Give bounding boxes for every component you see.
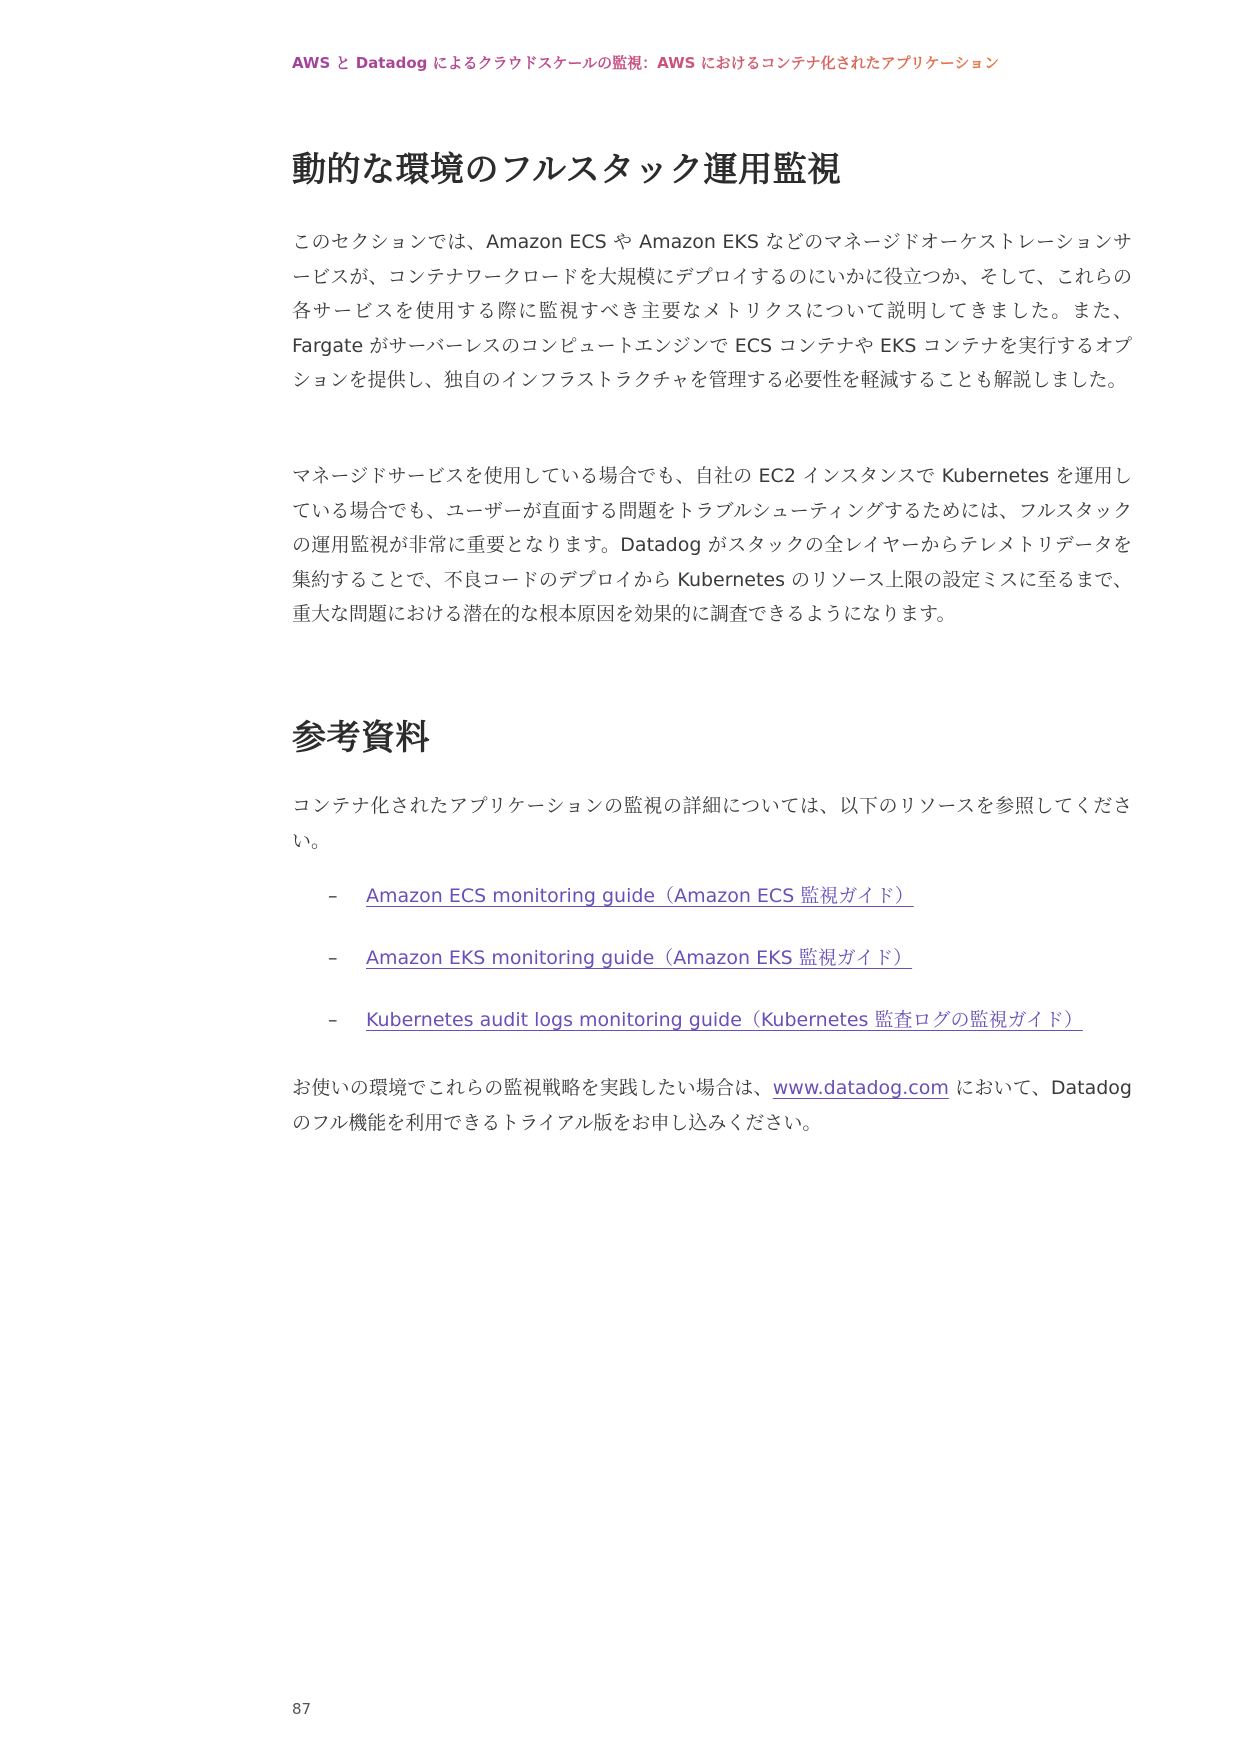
page-number: 87 (292, 1700, 312, 1718)
closing-text-after: において、Datadog のフル機能を利用できるトライアル版をお申し込みください。 (292, 1077, 1132, 1134)
list-dash: – (328, 885, 338, 907)
link-kubernetes-audit-logs-guide[interactable]: Kubernetes audit logs monitoring guide（Kubernetes 監査ログの監視ガイド） (366, 1009, 1083, 1031)
section-heading-full-stack-monitoring: 動的な環境のフルスタック運用監視 (292, 150, 842, 190)
link-datadog-website[interactable]: www.datadog.com (772, 1077, 949, 1099)
references-intro: コンテナ化されたアプリケーションの監視の詳細については、以下のリソースを参照してください。 (292, 795, 1132, 852)
link-eks-monitoring-guide[interactable]: Amazon EKS monitoring guide（Amazon EKS 監視ガイド） (366, 947, 913, 969)
closing-text-before: お使いの環境でこれらの監視戦略を実践したい場合は、 (292, 1077, 773, 1099)
list-dash: – (328, 947, 338, 969)
list-item (328, 1003, 1138, 1065)
link-ecs-monitoring-guide[interactable]: Amazon ECS monitoring guide（Amazon ECS 監視ガイド） (366, 885, 914, 907)
list-item (328, 941, 1138, 1003)
section1-paragraph-1: このセクションでは、Amazon ECS や Amazon EKS などのマネージドオーケストレーションサービスが、コンテナワークロードを大規模にデプロイするのにいかに役立つか、そして、これらの各サービスを使用する際に監視すべき主要なメトリクスについて説明してきました。また、Fargate がサーバーレスのコンピュートエンジンで ECS コンテナや EKS コンテナを実行するオプションを提供し、独自のインフラストラクチャを管理する必要性を軽減することも解説しました。 (292, 231, 1132, 391)
closing-paragraph (292, 1071, 1132, 1140)
section-heading-references: 参考資料 (292, 718, 430, 758)
list-item (328, 879, 1138, 941)
list-dash: – (328, 1009, 338, 1031)
section1-paragraph-2: マネージドサービスを使用している場合でも、自社の EC2 インスタンスで Kubernetes を運用している場合でも、ユーザーが直面する問題をトラブルシューティングするためには、フルスタックの運用監視が非常に重要となります。Datadog がスタックの全レイヤーからテレメトリデータを集約することで、不良コードのデプロイから Kubernetes のリソース上限の設定ミスに至るまで、重大な問題における潜在的な根本原因を効果的に調査できるようになります。 (292, 465, 1132, 625)
references-list (328, 879, 1138, 1065)
running-header: AWS と Datadog によるクラウドスケールの監視：AWS におけるコンテナ化されたアプリケーション (292, 52, 1152, 74)
